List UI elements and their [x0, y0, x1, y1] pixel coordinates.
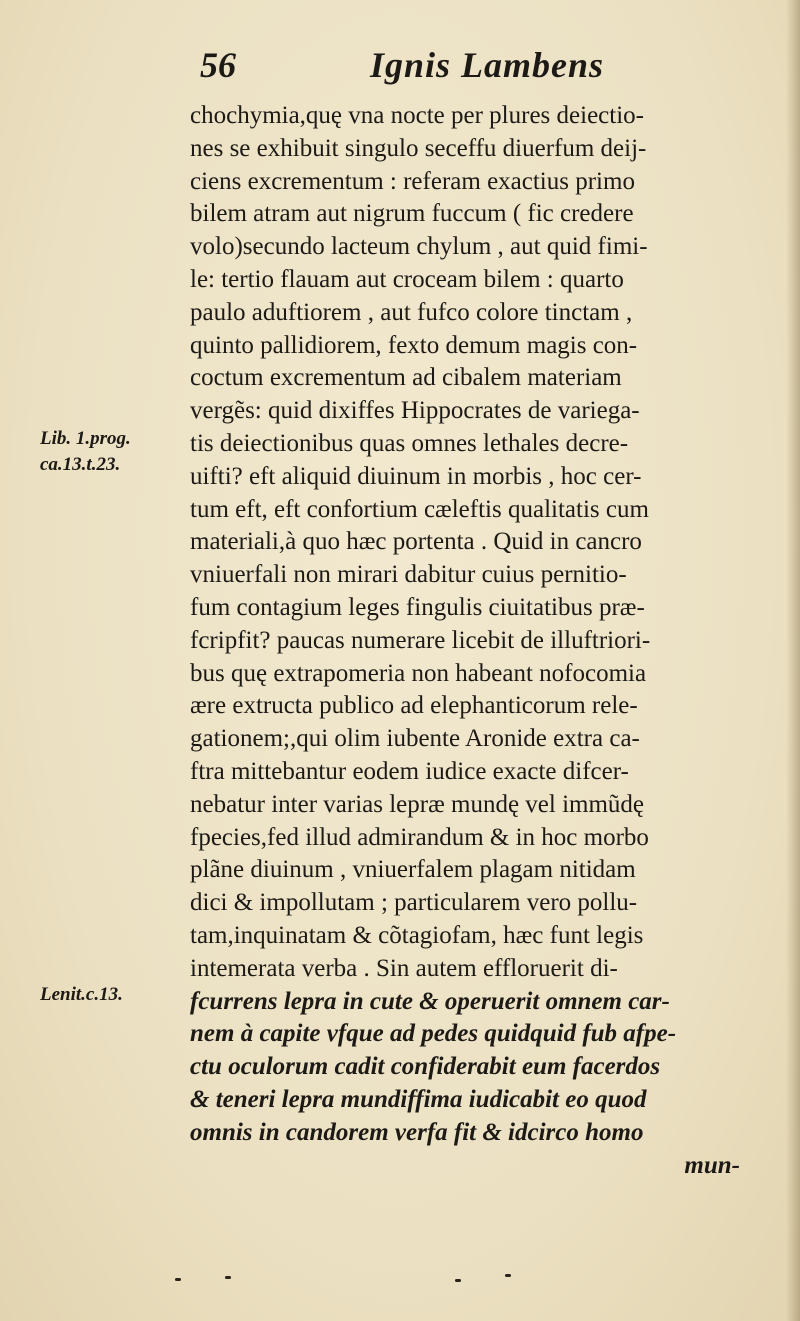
- text-line: coctum excrementum ad cibalem materiam: [190, 364, 622, 392]
- text-line: intemerata verba . Sin autem effloruerit di-: [190, 954, 618, 982]
- text-line: ciens excrementum : referam exactius primo: [190, 167, 635, 195]
- text-line: chochymia,quę vna nocte per plures deiectio-: [190, 102, 644, 129]
- margin-note-levit: Lenit.c.13.: [40, 984, 123, 1005]
- body-text: [190, 100, 770, 1182]
- text-line: bilem atram aut nigrum fuccum ( fic credere: [190, 200, 634, 228]
- italic-text-line: & teneri lepra mundiffima iudicabit eo quod: [190, 1085, 647, 1113]
- text-line: nebatur inter varias lepræ mundę vel immũdę: [190, 790, 645, 818]
- italic-text-line: nem à capite vfque ad pedes quidquid fub afpe-: [190, 1020, 677, 1048]
- text-line: nes se exhibuit singulo seceffu diuerfum deij-: [190, 134, 647, 162]
- text-line: fcripfit? paucas numerare licebit de illuftriori-: [190, 626, 651, 654]
- running-title: Ignis Lambens: [370, 45, 605, 85]
- italic-text-line: fcurrens lepra in cute & operuerit omnem car-: [190, 987, 670, 1015]
- page-edge-shadow: [786, 0, 800, 1321]
- ink-speck: [175, 1278, 181, 1281]
- text-line: volo)secundo lacteum chylum , aut quid fimi-: [190, 233, 648, 261]
- text-line: vergẽs: quid dixiffes Hippocrates de variega-: [190, 397, 640, 425]
- text-line: plãne diuinum , vniuerfalem plagam nitidam: [190, 856, 636, 884]
- text-line: vniuerfali non mirari dabitur cuius pernitio-: [190, 561, 627, 589]
- text-line: ære extructa publico ad elephanticorum rele-: [190, 692, 638, 720]
- text-line: quinto pallidiorem, fexto demum magis con-: [190, 331, 638, 359]
- italic-text-line: omnis in candorem verfa fit & idcirco homo: [190, 1118, 644, 1146]
- text-line: fpecies,fed illud admirandum & in hoc morbo: [190, 823, 649, 851]
- ink-speck: [225, 1276, 231, 1279]
- ink-speck: [455, 1279, 461, 1282]
- text-line: tis deiectionibus quas omnes lethales decre-: [190, 429, 629, 457]
- page-header: [0, 40, 800, 90]
- text-line: gationem;,qui olim iubente Aronide extra ca-: [190, 725, 640, 753]
- text-line: bus quę extrapomeria non habeant nofocomia: [190, 659, 647, 687]
- text-line: paulo aduftiorem , aut fufco colore tinctam ,: [190, 298, 633, 326]
- italic-text-line: ctu oculorum cadit confiderabit eum facerdos: [190, 1053, 661, 1081]
- text-line: le: tertio flauam aut croceam bilem : quarto: [190, 265, 624, 293]
- text-line: tum eft, eft confortium cæleftis qualitatis cum: [190, 495, 649, 523]
- margin-note-cap: ca.13.t.23.: [40, 454, 121, 475]
- catchword: mun-: [684, 1151, 740, 1179]
- text-line: dici & impollutam ; particularem vero pollu-: [190, 889, 638, 917]
- text-line: uifti? eft aliquid diuinum in morbis , hoc cer-: [190, 462, 642, 490]
- text-line: ftra mittebantur eodem iudice exacte difcer-: [190, 757, 629, 785]
- margin-note-lib: Lib. 1.prog.: [40, 428, 131, 449]
- text-line: materiali,à quo hæc portenta . Quid in cancro: [190, 528, 642, 556]
- ink-specks: [165, 1270, 725, 1290]
- text-line: tam,inquinatam & cõtagiofam, hæc funt legis: [190, 921, 644, 949]
- ink-speck: [505, 1274, 511, 1277]
- page-number: 56: [200, 45, 236, 85]
- text-line: fum contagium leges fingulis ciuitatibus præ-: [190, 593, 645, 621]
